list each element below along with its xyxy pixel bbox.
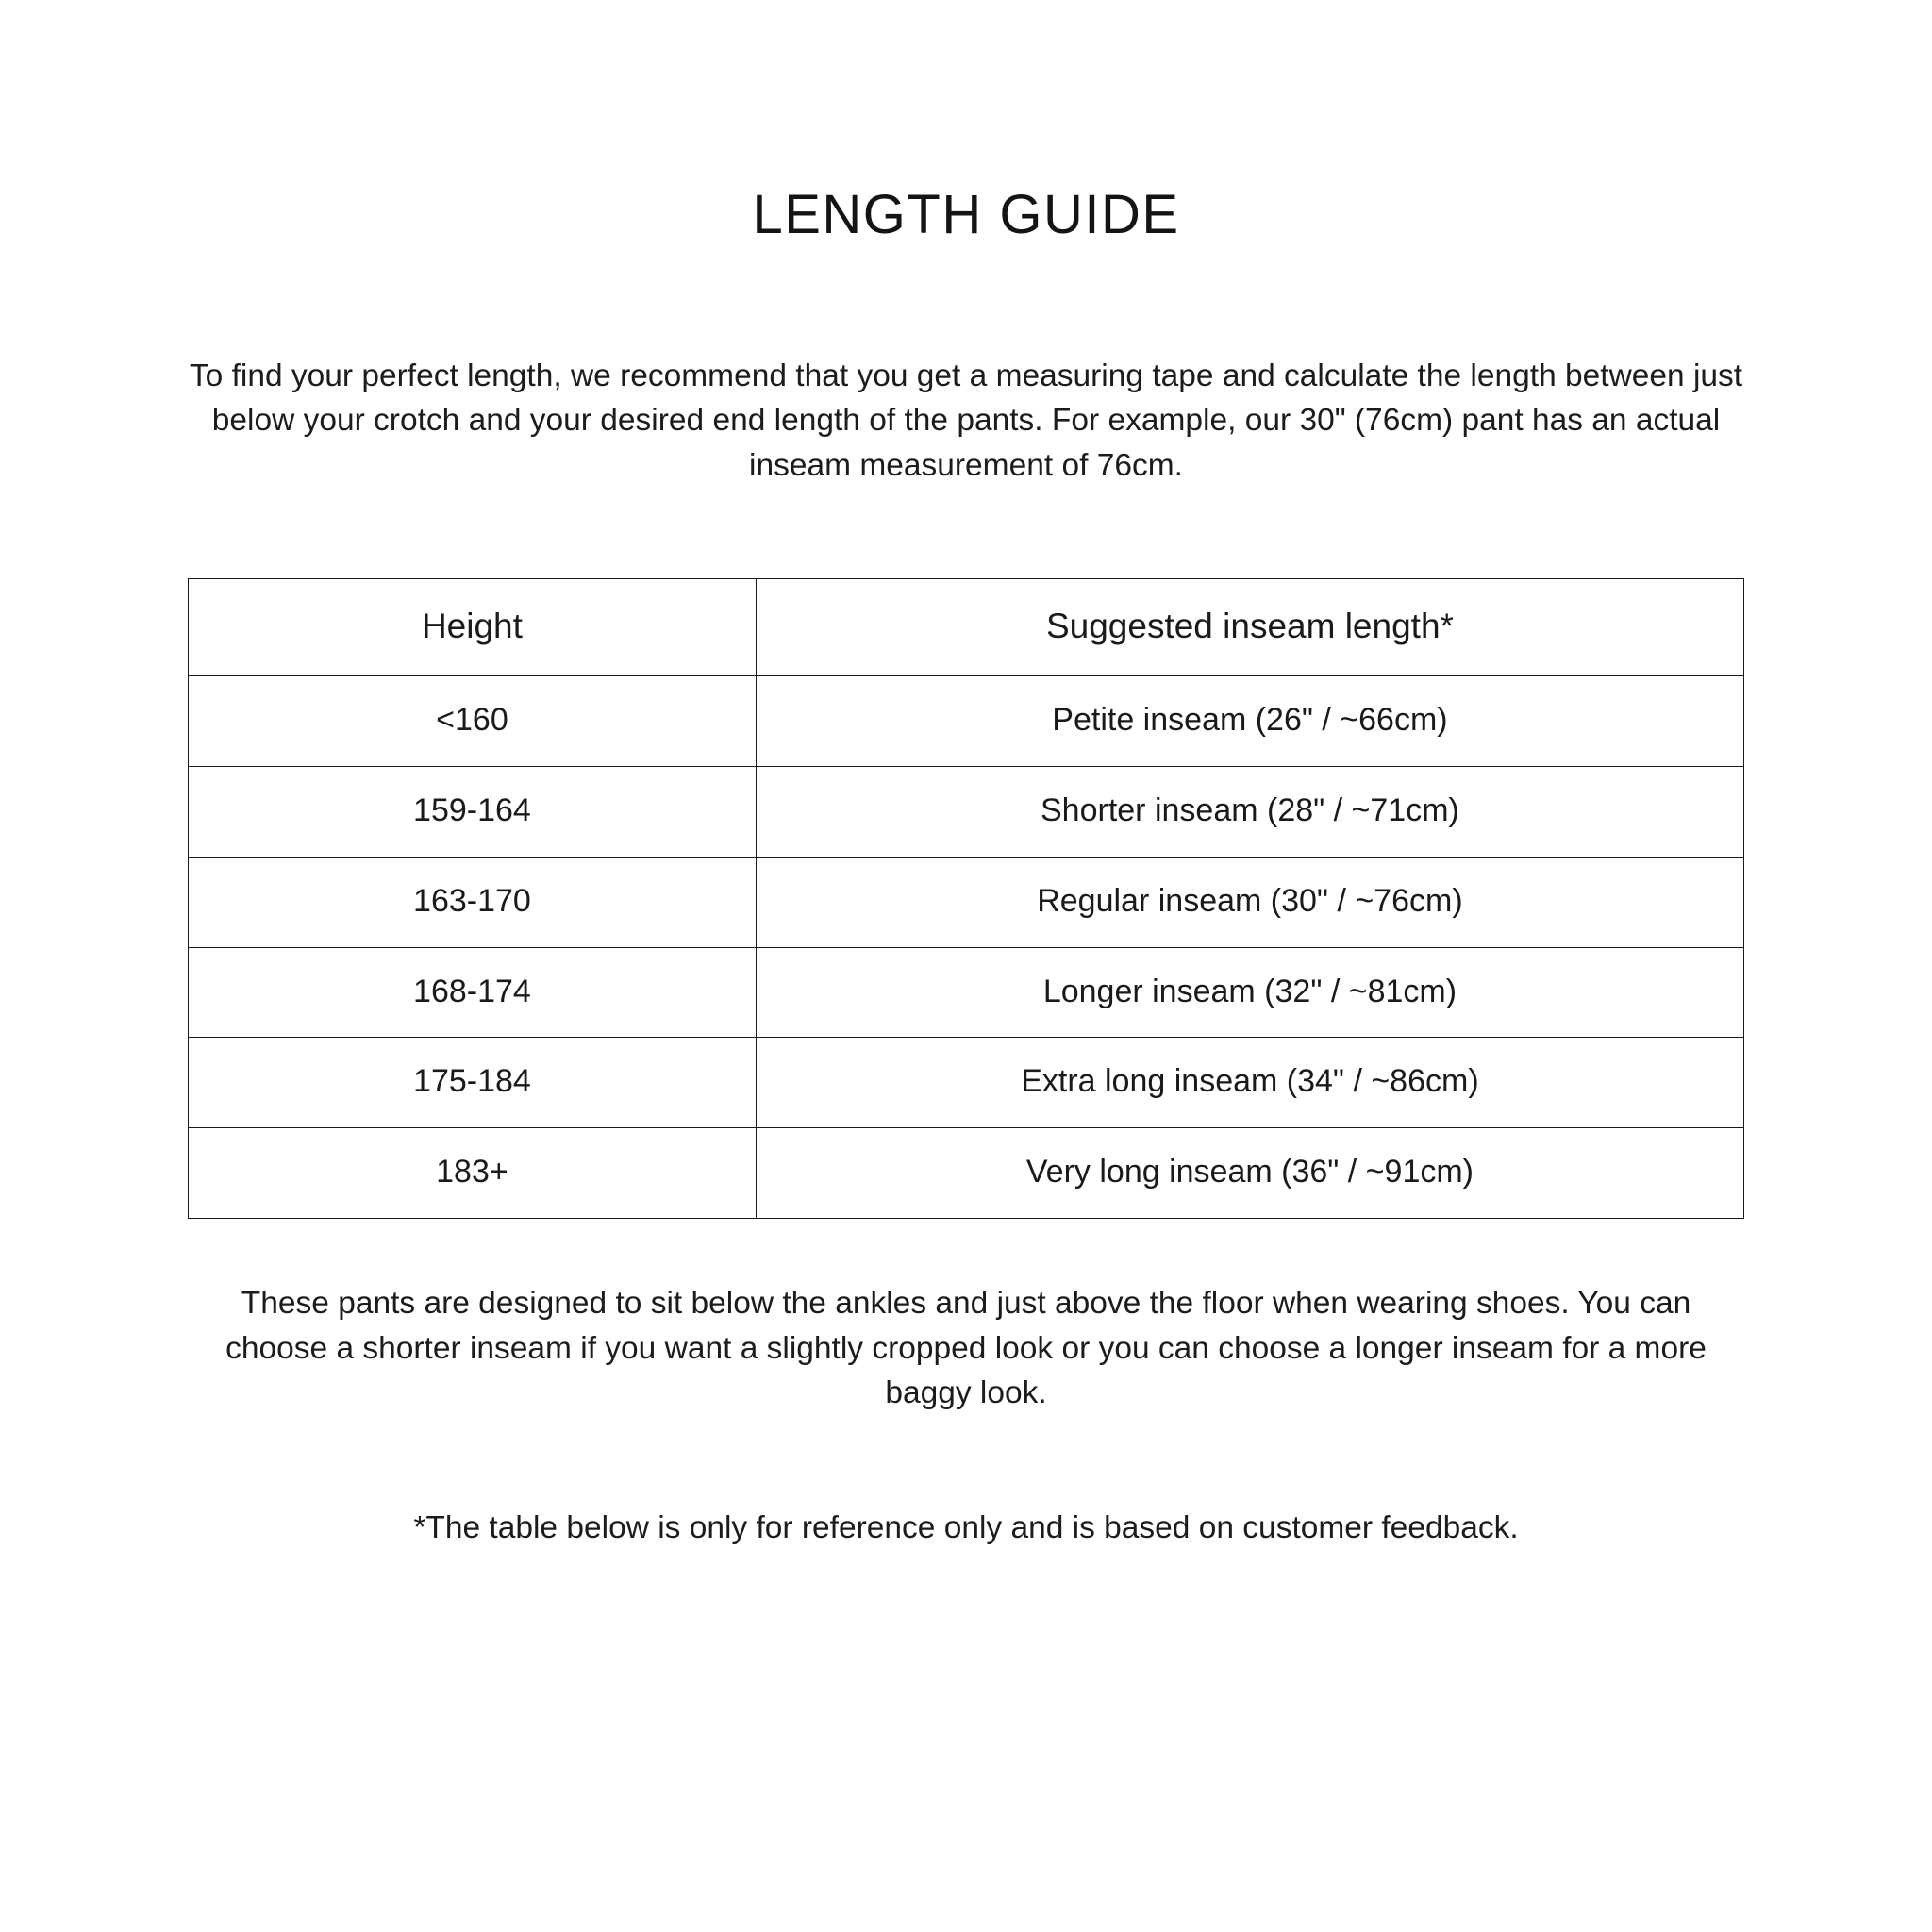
cell-height: 168-174 [189, 947, 757, 1038]
table-row [189, 857, 1744, 947]
table-header [189, 578, 1744, 675]
column-header-inseam: Suggested inseam length* [756, 578, 1743, 675]
cell-inseam: Extra long inseam (34" / ~86cm) [756, 1038, 1743, 1128]
table-row [189, 676, 1744, 767]
table-row [189, 1128, 1744, 1219]
cell-height: 163-170 [189, 857, 757, 947]
table-header-row [189, 578, 1744, 675]
cell-height: <160 [189, 676, 757, 767]
table-body [189, 676, 1744, 1219]
table-row [189, 1038, 1744, 1128]
column-header-height: Height [189, 578, 757, 675]
page-title: LENGTH GUIDE [752, 184, 1180, 245]
cell-height: 175-184 [189, 1038, 757, 1128]
intro-paragraph: To find your perfect length, we recommend that you get a measuring tape and calculate the length between just below your crotch and your desired end length of the pants. For example, our 30" (76cm) pant has an actual inseam measurement of 76cm. [189, 358, 1743, 483]
fit-note: These pants are designed to sit below the ankles and just above the floor when wearing shoes. You can choose a shorter inseam if you want a slightly cropped look or you can choose a longer inseam for a more baggy look. [225, 1286, 1707, 1411]
cell-inseam: Petite inseam (26" / ~66cm) [756, 676, 1743, 767]
table-row [189, 947, 1744, 1038]
size-table-container [188, 578, 1744, 1219]
cell-inseam: Longer inseam (32" / ~81cm) [756, 947, 1743, 1038]
cell-height: 159-164 [189, 767, 757, 858]
table-row [189, 767, 1744, 858]
footnote: *The table below is only for reference only and is based on customer feedback. [413, 1510, 1519, 1546]
cell-inseam: Regular inseam (30" / ~76cm) [756, 857, 1743, 947]
length-guide-table [188, 578, 1744, 1219]
cell-inseam: Shorter inseam (28" / ~71cm) [756, 767, 1743, 858]
cell-height: 183+ [189, 1128, 757, 1219]
cell-inseam: Very long inseam (36" / ~91cm) [756, 1128, 1743, 1219]
